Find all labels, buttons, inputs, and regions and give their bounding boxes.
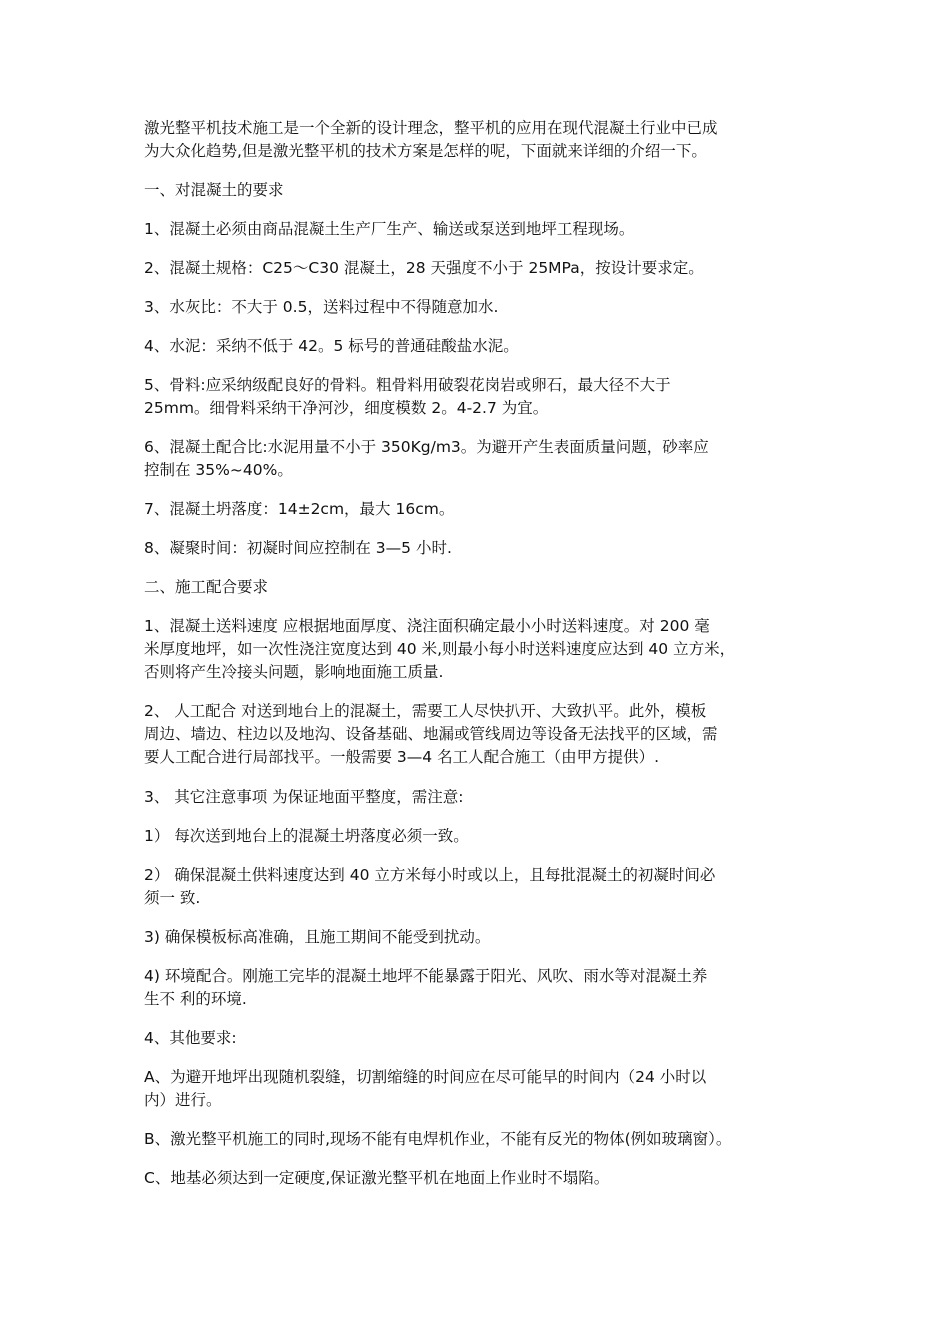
section-1-item-6 (144, 436, 819, 482)
text-line: 周边、墙边、柱边以及地沟、设备基础、地漏或管线周边等设备无法找平的区域，需 (144, 725, 718, 743)
note-1: 1） 每次送到地台上的混凝土坍落度必须一致。 (144, 827, 469, 845)
text-line: 4) 环境配合。刚施工完毕的混凝土地坪不能暴露于阳光、风吹、雨水等对混凝土养 (144, 967, 708, 985)
section-1-item-1: 1、混凝土必须由商品混凝土生产厂生产、输送或泵送到地坪工程现场。 (144, 220, 635, 238)
text-line: 须一 致. (144, 889, 201, 907)
requirement-b: B、激光整平机施工的同时,现场不能有电焊机作业，不能有反光的物体(例如玻璃窗）。 (144, 1130, 732, 1148)
text-line: 激光整平机技术施工是一个全新的设计理念，整平机的应用在现代混凝土行业中已成 (144, 119, 718, 137)
section-2-heading: 二、施工配合要求 (144, 578, 269, 596)
text-line: 控制在 35%~40%。 (144, 461, 293, 479)
requirement-c: C、地基必须达到一定硬度,保证激光整平机在地面上作业时不塌陷。 (144, 1169, 610, 1187)
note-4 (144, 965, 819, 1011)
section-1-item-3: 3、水灰比：不大于 0.5，送料过程中不得随意加水. (144, 298, 499, 316)
note-3: 3) 确保模板标高准确，且施工期间不能受到扰动。 (144, 928, 491, 946)
text-line: 米厚度地坪，如一次性浇注宽度达到 40 米,则最小每小时送料速度应达到 40 立方米， (144, 640, 736, 658)
text-line: 1、混凝土送料速度 应根据地面厚度、浇注面积确定最小小时送料速度。对 200 毫 (144, 617, 710, 635)
section-2-item-1 (144, 615, 819, 684)
text-line: 5、骨料:应采纳级配良好的骨料。粗骨料用破裂花岗岩或卵石，最大径不大于 (144, 376, 671, 394)
text-line: 内）进行。 (144, 1091, 222, 1109)
text-line: 25mm。细骨料采纳干净河沙，细度模数 2。4-2.7 为宜。 (144, 399, 549, 417)
text-line: 生不 利的环境. (144, 990, 247, 1008)
section-2-item-2 (144, 700, 819, 769)
intro-paragraph (144, 117, 819, 163)
requirement-a (144, 1066, 819, 1112)
section-1-item-5 (144, 374, 819, 420)
section-2-item-4: 4、其他要求: (144, 1029, 237, 1047)
text-line: A、为避开地坪出现随机裂缝，切割缩缝的时间应在尽可能早的时间内（24 小时以 (144, 1068, 707, 1086)
text-line: 6、混凝土配合比:水泥用量不小于 350Kg/m3。为避开产生表面质量问题，砂率应 (144, 438, 709, 456)
section-1-item-8: 8、凝聚时间：初凝时间应控制在 3—5 小时. (144, 539, 452, 557)
text-line: 2、 人工配合 对送到地台上的混凝土，需要工人尽快扒开、大致扒平。此外，模板 (144, 702, 707, 720)
text-line: 2） 确保混凝土供料速度达到 40 立方米每小时或以上，且每批混凝土的初凝时间必 (144, 866, 716, 884)
section-2-item-3: 3、 其它注意事项 为保证地面平整度，需注意: (144, 788, 464, 806)
text-line: 为大众化趋势,但是激光整平机的技术方案是怎样的呢，下面就来详细的介绍一下。 (144, 142, 707, 160)
section-1-item-4: 4、水泥：采纳不低于 42。5 标号的普通硅酸盐水泥。 (144, 337, 519, 355)
section-1-item-2: 2、混凝土规格：C25～C30 混凝土，28 天强度不小于 25MPa，按设计要求定。 (144, 259, 704, 277)
section-1-heading: 一、对混凝土的要求 (144, 181, 284, 199)
text-line: 要人工配合进行局部找平。一般需要 3—4 名工人配合施工（由甲方提供）. (144, 748, 660, 766)
text-line: 否则将产生冷接头问题，影响地面施工质量. (144, 663, 444, 681)
section-1-item-7: 7、混凝土坍落度：14±2cm，最大 16cm。 (144, 500, 455, 518)
note-2 (144, 864, 819, 910)
